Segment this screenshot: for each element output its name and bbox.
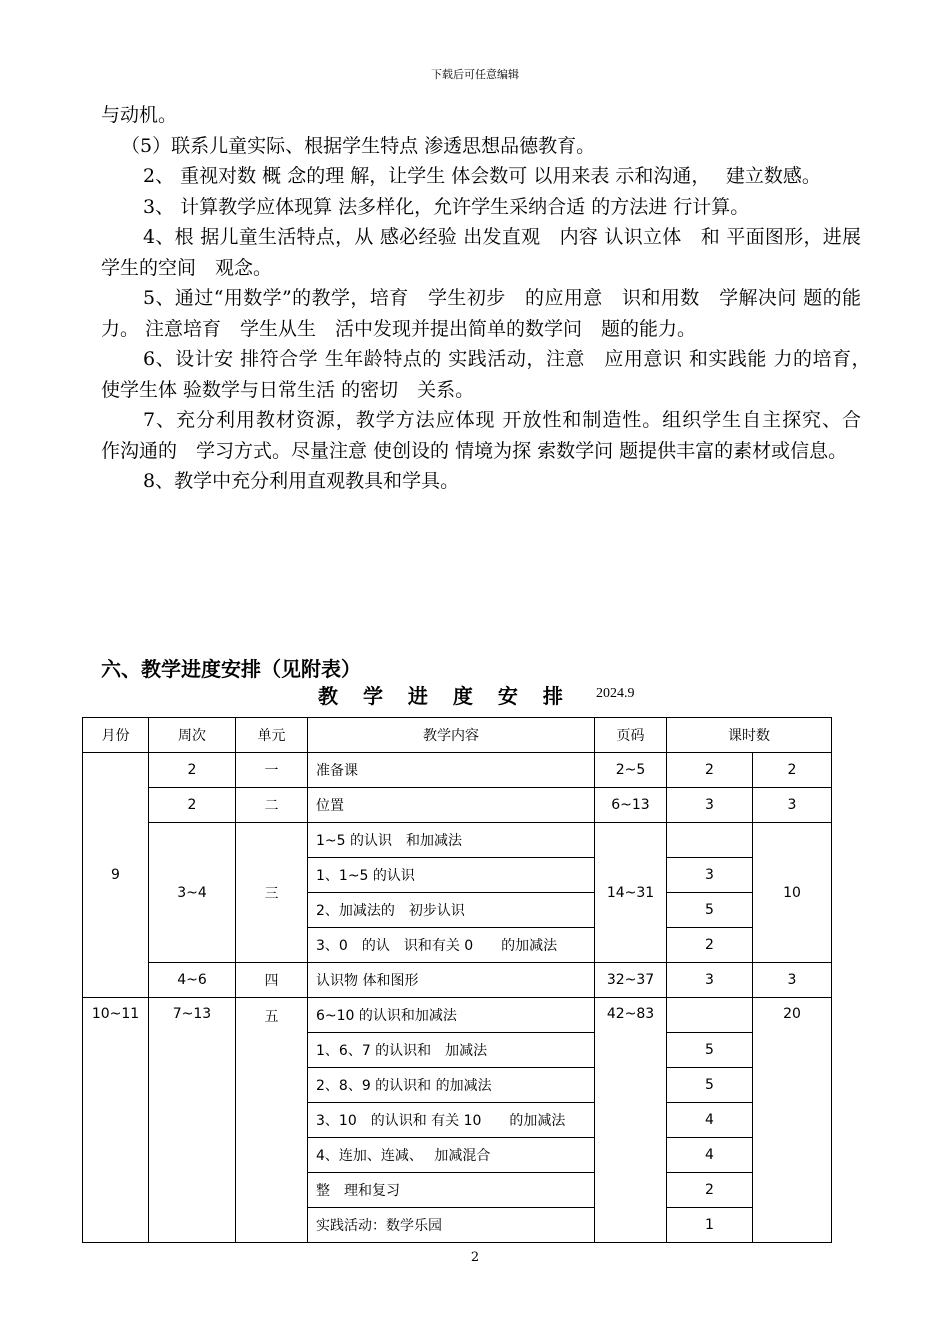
- week-cell: 2: [149, 753, 236, 788]
- content-cell: 整 理和复习: [308, 1173, 595, 1208]
- header-content: 教学内容: [308, 718, 595, 753]
- paragraph: 8、教学中充分利用直观教具和学具。: [143, 470, 460, 492]
- hours-cell: [667, 998, 753, 1033]
- schedule-table: [82, 717, 832, 1243]
- paragraph: （5）联系儿童实际、根据学生特点 渗透思想品德教育。: [121, 134, 596, 157]
- content-cell: 3、0 的认 识和有关 0 的加减法: [308, 928, 595, 963]
- hours-cell: 3: [667, 858, 753, 893]
- page-cell: 14~31: [595, 823, 667, 963]
- page-cell: 6~13: [595, 788, 667, 823]
- content-cell: 1~5 的认识 和加减法: [308, 823, 595, 858]
- paragraph: 与动机。: [101, 104, 178, 126]
- header-hours: 课时数: [667, 718, 832, 753]
- paragraph: 4、根 据儿童生活特点，从 感必经验 出发直观 内容 认识立体 和 平面图形，进展学生的空间 观念。: [101, 226, 861, 279]
- hours-cell: 5: [667, 1068, 753, 1103]
- table-row: [83, 753, 832, 788]
- week-cell: 2: [149, 788, 236, 823]
- header-unit: 单元: [236, 718, 308, 753]
- paragraph: 7、充分利用教材资源，教学方法应体现 开放性和制造性。组织学生自主探究、合 作沟通的 学习方式。尽量注意 使创设的 情境为探 索数学问 题提供丰富的素材或信息。: [101, 409, 881, 462]
- hours-cell: [667, 823, 753, 858]
- month-cell: 10~11: [83, 998, 149, 1243]
- unit-cell: 一: [236, 753, 308, 788]
- content-cell: 2、加减法的 初步认识: [308, 893, 595, 928]
- page-cell: 42~83: [595, 998, 667, 1243]
- content-cell: 4、连加、连减、 加减混合: [308, 1138, 595, 1173]
- section-title: 六、教学进度安排（见附表）: [101, 657, 361, 681]
- total-hours-cell: 3: [753, 963, 832, 998]
- page-cell: 32~37: [595, 963, 667, 998]
- total-hours-cell: 2: [753, 753, 832, 788]
- page-cell: 2~5: [595, 753, 667, 788]
- page-header: 下载后可任意编辑: [431, 68, 519, 81]
- content-cell: 位置: [308, 788, 595, 823]
- table-row: [83, 963, 832, 998]
- unit-cell: 三: [236, 823, 308, 963]
- content-cell: 2、8、9 的认识和 的加减法: [308, 1068, 595, 1103]
- table-row: [83, 823, 832, 858]
- table-date: 2024.9: [596, 686, 635, 701]
- table-title: 教 学 进 度 安 排: [318, 684, 572, 708]
- table-row: [83, 998, 832, 1033]
- hours-cell: 5: [667, 893, 753, 928]
- content-cell: 实践活动：数学乐园: [308, 1208, 595, 1243]
- hours-cell: 3: [667, 963, 753, 998]
- hours-cell: 5: [667, 1033, 753, 1068]
- total-hours-cell: 3: [753, 788, 832, 823]
- paragraph: 5、通过“用数学”的教学，培育 学生初步 的应用意 识和用数 学解决问 题的能力。 注意培育 学生从生 活中发现并提出简单的数学问 题的能力。: [101, 287, 861, 340]
- table-header-row: [83, 718, 832, 753]
- page-number: 2: [470, 1250, 480, 1265]
- paragraph: 2、 重视对数 概 念的理 解，让学生 体会数可 以用来表 示和沟通， 建立数感。: [143, 165, 821, 187]
- content-cell: 6~10 的认识和加减法: [308, 998, 595, 1033]
- paragraph: 3、 计算教学应体现算 法多样化，允许学生采纳合适 的方法进 行计算。: [143, 195, 750, 218]
- hours-cell: 2: [667, 1173, 753, 1208]
- content-cell: 3、10 的认识和 有关 10 的加减法: [308, 1103, 595, 1138]
- content-cell: 准备课: [308, 753, 595, 788]
- hours-cell: 4: [667, 1138, 753, 1173]
- unit-cell: 四: [236, 963, 308, 998]
- week-cell: 7~13: [149, 998, 236, 1243]
- content-cell: 认识物 体和图形: [308, 963, 595, 998]
- header-week: 周次: [149, 718, 236, 753]
- content-cell: 1、1~5 的认识: [308, 858, 595, 893]
- week-cell: 4~6: [149, 963, 236, 998]
- header-page: 页码: [595, 718, 667, 753]
- content-cell: 1、6、7 的认识和 加减法: [308, 1033, 595, 1068]
- paragraph: 6、设计安 排符合学 生年龄特点的 实践活动，注意 应用意识 和实践能 力的培育， 使学生体 验数学与日常生活 的密切 关系。: [101, 348, 881, 401]
- total-hours-cell: 20: [753, 998, 832, 1243]
- hours-cell: 4: [667, 1103, 753, 1138]
- week-cell: 3~4: [149, 823, 236, 963]
- total-hours-cell: 10: [753, 823, 832, 963]
- hours-cell: 2: [667, 753, 753, 788]
- hours-cell: 3: [667, 788, 753, 823]
- unit-cell: 二: [236, 788, 308, 823]
- header-month: 月份: [83, 718, 149, 753]
- table-row: [83, 788, 832, 823]
- hours-cell: 1: [667, 1208, 753, 1243]
- unit-cell: 五: [236, 998, 308, 1243]
- body-text: [101, 100, 881, 497]
- hours-cell: 2: [667, 928, 753, 963]
- month-cell: 9: [83, 753, 149, 998]
